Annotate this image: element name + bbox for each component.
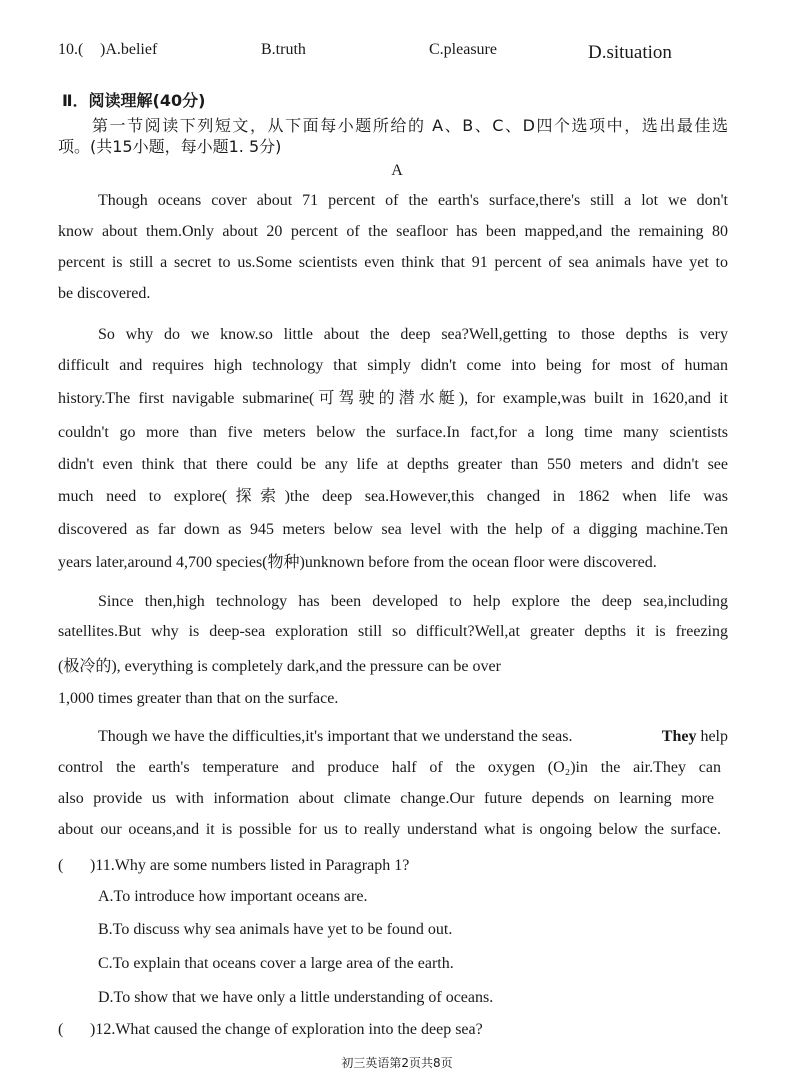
paragraph-2-line: didn't even think that there could be any life at depths greater than 550 meters and didn't see [58, 456, 728, 473]
question-10 [58, 40, 738, 64]
question-10-option-d: D.situation [588, 42, 672, 63]
page-footer: 初三英语第2页共8页 [341, 1056, 453, 1070]
paragraph-2-line: much need to explore(探索)the deep sea.However,this changed in 1862 when life was [58, 488, 728, 505]
paragraph-4-first-line [98, 727, 728, 747]
question-10-option-a: )A.belief [100, 41, 158, 58]
paragraph-1-line: know about them.Only about 20 percent of the seafloor has been mapped,and the remaining 80 [58, 223, 728, 240]
question-12-stem: )12.What caused the change of exploration into the deep sea? [90, 1021, 483, 1038]
question-11-paren: ( [58, 857, 64, 874]
paragraph-1-line: Though oceans cover about 71 percent of the earth's surface,there's still a lot we don't [98, 192, 728, 209]
paragraph-4-line-end: help [700, 728, 728, 745]
paragraph-2-line: years later,around 4,700 species(物种)unknown before from the ocean floor were discovered. [58, 554, 657, 571]
question-11-option-c: C.To explain that oceans cover a large area of the earth. [98, 955, 454, 972]
question-11-stem: )11.Why are some numbers listed in Paragraph 1? [90, 857, 410, 874]
paragraph-2-line: discovered as far down as 945 meters below sea level with the help of a digging machine.Ten [58, 521, 728, 538]
paragraph-4-line-start: Though we have the difficulties,it's important that we understand the seas. [98, 728, 573, 745]
section-heading: Ⅱ．阅读理解(40分) [62, 91, 206, 110]
paragraph-3-line: (极冷的), everything is completely dark,and the pressure can be over [58, 658, 501, 675]
paragraph-3-line: Since then,high technology has been developed to help explore the deep sea,including [98, 593, 728, 610]
passage-label: A [391, 162, 403, 179]
paragraph-1-line: be discovered. [58, 285, 151, 302]
section-instruction-line-1: 第一节阅读下列短文，从下面每小题所给的 A、B、C、D四个选项中，选出最佳选 [92, 116, 728, 135]
paragraph-3-line: satellites.But why is deep-sea exploration still so difficult?Well,at greater depths it is freezing [58, 623, 728, 640]
paragraph-4-bold-word: They [661, 728, 697, 745]
paragraph-3-line: 1,000 times greater than that on the surface. [58, 690, 339, 707]
paragraph-2-line: difficult and requires high technology that simply didn't come into being for most of human [58, 357, 728, 374]
section-instruction-line-2: 项。(共15小题，每小题1. 5分) [58, 137, 282, 156]
paragraph-2-line: couldn't go more than five meters below the surface.In fact,for a long time many scientists [58, 424, 728, 441]
paragraph-2-line: So why do we know.so little about the deep sea?Well,getting to those depths is very [98, 326, 728, 343]
question-10-number: 10.( [58, 41, 84, 58]
question-11-option-b: B.To discuss why sea animals have yet to be found out. [98, 921, 453, 938]
paragraph-1-line: percent is still a secret to us.Some scientists even think that 91 percent of sea animals have yet to [58, 254, 728, 271]
paragraph-4-line: about our oceans,and it is possible for us to really understand what is ongoing below the surface. [58, 821, 721, 838]
paragraph-4-line: control the earth's temperature and produce half of the oxygen (O₂)in the air.They can [58, 759, 721, 776]
paragraph-2-line: history.The first navigable submarine(可驾驶的潜水艇), for example,was built in 1620,and it [58, 390, 728, 407]
question-11-option-a: A.To introduce how important oceans are. [98, 888, 368, 905]
paragraph-4-line: also provide us with information about climate change.Our future depends on learning more [58, 790, 714, 807]
question-12-paren: ( [58, 1021, 64, 1038]
question-11-option-d: D.To show that we have only a little understanding of oceans. [98, 989, 494, 1006]
question-10-option-c: C.pleasure [429, 41, 497, 58]
question-10-option-b: B.truth [261, 41, 306, 58]
